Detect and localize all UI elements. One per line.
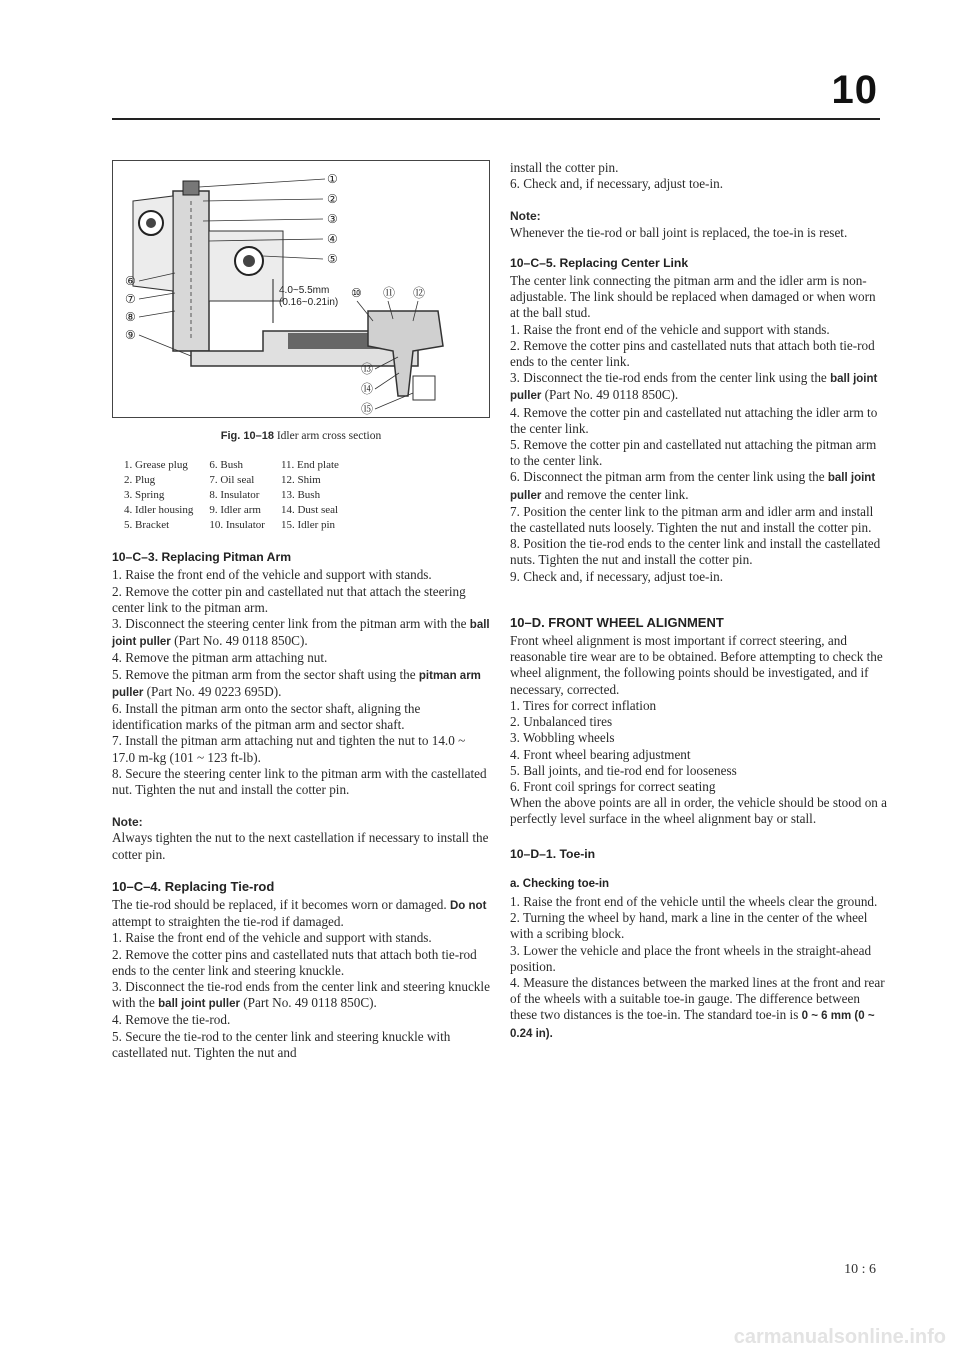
step-text: 3. Disconnect the tie-rod ends from the center link and steering knuckle with the	[112, 979, 490, 1011]
chapter-number: 10	[831, 68, 878, 112]
legend-item: 5. Bracket	[124, 519, 170, 532]
legend-row	[124, 518, 355, 533]
check-item: 5. Ball joints, and tie-rod end for looseness	[510, 762, 737, 778]
callout-10: ⑩	[351, 286, 362, 300]
figure-title: Idler arm cross section	[276, 430, 382, 442]
legend-item: 9. Idler arm	[209, 504, 261, 517]
step: 4. Remove the pitman arm attaching nut.	[112, 650, 328, 666]
step: 6. Install the pitman arm onto the sector shaft, aligning the identification marks of the pitman arm and sector shaft.	[112, 701, 421, 733]
callout-6: ⑥	[125, 274, 136, 288]
check-item: 6. Front coil springs for correct seating	[510, 778, 716, 794]
step-text: (Part No. 49 0118 850C).	[243, 995, 377, 1011]
check-item: 3. Wobbling wheels	[510, 730, 615, 746]
check-item: 1. Tires for correct inflation	[510, 697, 657, 713]
step: 2. Remove the cotter pins and castellated nuts that attach both tie-rod ends to the center link and steering knuckle.	[112, 946, 477, 978]
intro-text: attempt to straighten the tie-rod if damaged.	[112, 914, 344, 930]
step: 1. Raise the front end of the vehicle and support with stands.	[510, 321, 830, 337]
step: 8. Secure the steering center link to the pitman arm with the castellated nut. Tighten the nut and install the cotter pin.	[112, 765, 487, 798]
step-text: (Part No. 49 0118 850C).	[174, 633, 308, 649]
callout-13: ⑬	[361, 362, 374, 376]
section-intro	[112, 897, 490, 930]
step: 2. Remove the cotter pins and castellated nuts that attach both tie-rod ends to the center link.	[510, 337, 875, 370]
section-intro: The center link connecting the pitman arm and the idler arm is non-adjustable. The link should be replaced when damaged or when worn at the ball stud.	[510, 273, 876, 321]
tool-name: ball joint puller	[510, 373, 878, 403]
check-item: 4. Front wheel bearing adjustment	[510, 746, 691, 762]
section-heading-d: 10–D. FRONT WHEEL ALIGNMENT	[510, 614, 724, 630]
step: 9. Check and, if necessary, adjust toe-in.	[510, 568, 724, 584]
bolt-hole-right-center	[243, 255, 255, 267]
callout-3: ③	[327, 212, 338, 226]
callout-5: ⑤	[327, 252, 338, 266]
note-text: Whenever the tie-rod or ball joint is replaced, the toe-in is reset.	[510, 224, 848, 240]
idler-arm-diagram	[113, 161, 489, 415]
note-text: Always tighten the nut to the next castellation if necessary to install the cotter pin.	[112, 830, 489, 862]
tool-name: ball joint puller	[158, 998, 240, 1011]
legend-item: 4. Idler housing	[124, 504, 194, 517]
right-column	[510, 160, 888, 1042]
continued-text: install the cotter pin.	[510, 160, 619, 175]
step	[510, 370, 888, 404]
legend-item: 2. Plug	[124, 474, 156, 487]
watermark: carmanualsonline.info	[733, 1326, 946, 1348]
legend-item: 7. Oil seal	[209, 474, 255, 487]
legend-row	[124, 488, 355, 503]
step: 4. Remove the tie-rod.	[112, 1012, 231, 1028]
left-column	[112, 160, 490, 1061]
page-number: 10 : 6	[844, 1262, 876, 1277]
note-label: Note:	[510, 209, 541, 224]
tool-name: ball joint puller	[112, 619, 490, 649]
legend-item: 15. Idler pin	[280, 519, 336, 532]
step: 3. Lower the vehicle and place the front wheels in the straight-ahead position.	[510, 942, 872, 974]
step	[510, 975, 888, 1042]
step	[510, 469, 888, 503]
step	[112, 979, 490, 1012]
check-item: 2. Unbalanced tires	[510, 714, 613, 730]
legend-item: 14. Dust seal	[280, 504, 339, 517]
legend-item: 8. Insulator	[209, 489, 260, 502]
step: 2. Turning the wheel by hand, mark a line in the center of the wheel with a scribing block.	[510, 910, 868, 942]
section-outro: When the above points are all in order, the vehicle should be stood on a perfectly level surface in the wheel alignment bay or stall.	[510, 795, 888, 827]
step-text: 4. Measure the distances between the marked lines at the front and rear of the wheels with a suitable toe-in gauge. The difference between these two distances is the toe-in. The standard toe-in is	[510, 974, 885, 1023]
callout-12: ⑫	[413, 286, 426, 300]
section-heading-c5: 10–C–5. Replacing Center Link	[510, 255, 689, 270]
legend-row	[124, 503, 355, 518]
step: 5. Secure the tie-rod to the center link and steering knuckle with castellated nut. Tighten the nut and	[112, 1028, 451, 1060]
figure-label: Fig. 10–18	[220, 430, 274, 442]
step: 7. Position the center link to the pitman arm and idler arm and install the castellated nuts loosely. Tighten the nut and install the cotter pin.	[510, 503, 874, 536]
step: 1. Raise the front end of the vehicle and support with stands.	[112, 567, 432, 583]
tool-name: ball joint puller	[510, 472, 876, 502]
step: 2. Remove the cotter pin and castellated nut that attach the steering center link to the pitman arm.	[112, 583, 466, 615]
step-text: (Part No. 49 0223 695D).	[146, 683, 282, 699]
tool-name: pitman arm puller	[112, 669, 481, 699]
legend-item: 12. Shim	[280, 474, 321, 487]
step: 5. Remove the cotter pin and castellated nut attaching the pitman arm to the center link.	[510, 437, 877, 469]
bolt-hole-left-center	[146, 218, 156, 228]
step: 6. Check and, if necessary, adjust toe-in.	[510, 176, 724, 192]
callout-1: ①	[327, 172, 338, 186]
toe-in-spec: 0 ~ 6 mm (0 ~ 0.24 in).	[510, 1010, 875, 1040]
step: 8. Position the tie-rod ends to the center link and install the castellated nuts. Tighten the nut and install the cotter pin.	[510, 536, 881, 568]
legend-row	[124, 458, 355, 473]
callout-9: ⑨	[125, 328, 136, 342]
grease-plug-shape	[183, 181, 199, 195]
legend-item: 10. Insulator	[209, 519, 265, 532]
section-heading-d1: 10–D–1. Toe-in	[510, 846, 596, 861]
legend-item: 11. End plate	[280, 459, 339, 472]
step: 1. Raise the front end of the vehicle until the wheels clear the ground.	[510, 893, 878, 909]
idler-pin-end	[413, 376, 435, 400]
callout-8: ⑧	[125, 310, 136, 324]
step: 1. Raise the front end of the vehicle and support with stands.	[112, 930, 432, 946]
callout-11: ⑪	[383, 286, 396, 300]
step-text: (Part No. 49 0118 850C).	[544, 387, 679, 403]
callout-2: ②	[327, 192, 338, 206]
step-text: 5. Remove the pitman arm from the sector shaft using the	[112, 666, 416, 682]
legend-row	[124, 473, 355, 488]
dimension-text-top: 4.0~5.5mm	[279, 285, 330, 296]
section-heading-c4: 10–C–4. Replacing Tie-rod	[112, 878, 275, 894]
subheading-checking-toe-in: a. Checking toe-in	[510, 877, 610, 890]
step: 7. Install the pitman arm attaching nut and tighten the nut to 14.0 ~ 17.0 m-kg (101 ~ 123 ft-lb).	[112, 733, 466, 765]
callout-7: ⑦	[125, 292, 136, 306]
legend-item: 6. Bush	[209, 459, 243, 472]
legend-item: 1. Grease plug	[124, 459, 188, 472]
step-text: 3. Disconnect the tie-rod ends from the center link using the	[510, 370, 827, 386]
step	[112, 616, 490, 650]
step-text: 6. Disconnect the pitman arm from the center link using the	[510, 469, 825, 485]
dimension-text-bottom: (0.16~0.21in)	[279, 297, 339, 308]
figure-legend	[124, 458, 355, 533]
step: 4. Remove the cotter pin and castellated nut attaching the idler arm to the center link.	[510, 404, 878, 436]
figure-idler-arm	[112, 160, 490, 418]
callout-15: ⑮	[361, 402, 374, 415]
header-rule	[112, 118, 880, 120]
callout-14: ⑭	[361, 382, 374, 396]
legend-item: 3. Spring	[124, 489, 165, 502]
step-text: and remove the center link.	[544, 486, 689, 502]
section-intro: Front wheel alignment is most important if correct steering, and reasonable tire wear are to be obtained. Before attempting to check the wheel alignment, the following points should be investigated, and if necessary, corrected.	[510, 633, 883, 697]
figure-caption	[112, 428, 490, 444]
step	[112, 667, 490, 701]
note-label: Note:	[112, 815, 143, 830]
section-heading-c3: 10–C–3. Replacing Pitman Arm	[112, 550, 292, 565]
legend-item: 13. Bush	[280, 489, 321, 502]
warning-text: Do not	[450, 900, 487, 913]
callout-4: ④	[327, 232, 338, 246]
step-text: 3. Disconnect the steering center link from the pitman arm with the	[112, 616, 467, 632]
intro-text: The tie-rod should be replaced, if it becomes worn or damaged.	[112, 897, 447, 913]
